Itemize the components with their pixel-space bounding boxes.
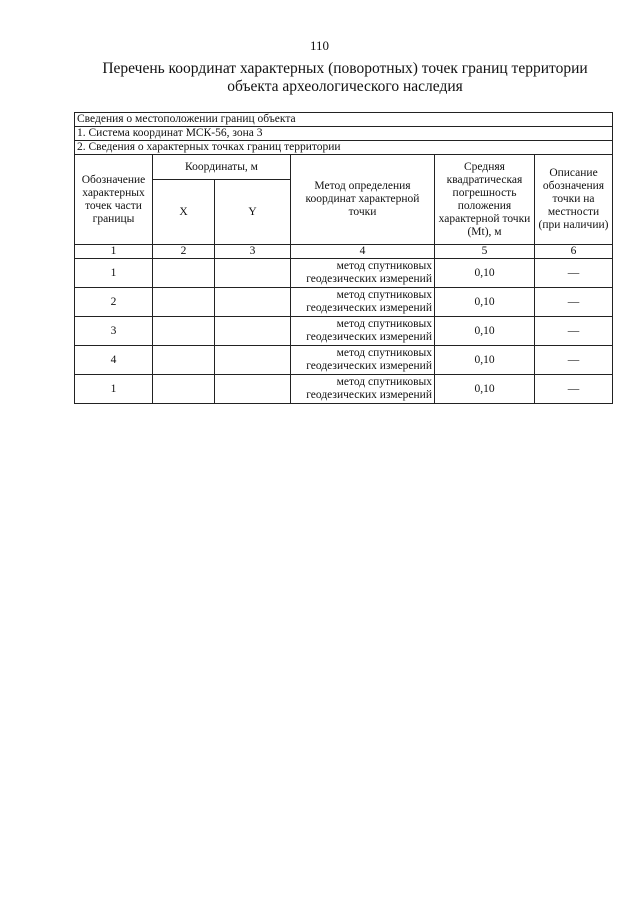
y-cell <box>215 288 291 317</box>
description-cell: — <box>535 317 613 346</box>
x-cell <box>153 375 215 404</box>
y-cell <box>215 317 291 346</box>
method-cell <box>291 346 435 375</box>
method-line-2: геодезических измерений <box>306 360 432 372</box>
method-cell <box>291 317 435 346</box>
y-cell <box>215 346 291 375</box>
point-cell: 2 <box>75 288 153 317</box>
column-number: 2 <box>153 245 215 259</box>
method-line-1: метод спутниковых <box>336 376 432 388</box>
header-method: Метод определения координат характерной точки <box>291 155 435 245</box>
header-coordinates: Координаты, м <box>153 155 291 180</box>
point-cell: 1 <box>75 259 153 288</box>
table-row <box>75 317 613 346</box>
description-cell: — <box>535 288 613 317</box>
method-line-1: метод спутниковых <box>336 260 432 272</box>
y-cell <box>215 259 291 288</box>
description-cell: — <box>535 259 613 288</box>
point-cell: 1 <box>75 375 153 404</box>
header-point-designation: Обозначение характерных точек части границы <box>75 155 153 245</box>
table-row <box>75 375 613 404</box>
method-line-2: геодезических измерений <box>306 273 432 285</box>
info-row-system <box>75 127 613 141</box>
x-cell <box>153 259 215 288</box>
coordinates-table <box>74 112 613 404</box>
x-cell <box>153 288 215 317</box>
method-line-1: метод спутниковых <box>336 318 432 330</box>
method-cell <box>291 259 435 288</box>
column-number-row <box>75 245 613 259</box>
method-cell <box>291 375 435 404</box>
point-cell: 3 <box>75 317 153 346</box>
error-cell: 0,10 <box>435 259 535 288</box>
error-cell: 0,10 <box>435 375 535 404</box>
x-cell <box>153 317 215 346</box>
info-location: Сведения о местоположении границ объекта <box>75 113 613 127</box>
point-cell: 4 <box>75 346 153 375</box>
header-x: X <box>153 180 215 245</box>
column-number: 1 <box>75 245 153 259</box>
y-cell <box>215 375 291 404</box>
document-title <box>60 60 630 96</box>
header-description: Описание обозначения точки на местности (при наличии) <box>535 155 613 245</box>
page-number: 110 <box>309 38 330 53</box>
info-row-location <box>75 113 613 127</box>
column-number: 4 <box>291 245 435 259</box>
title-line-1: Перечень координат характерных (поворотных) точек границ территории <box>102 60 588 77</box>
method-cell <box>291 288 435 317</box>
method-line-2: геодезических измерений <box>306 302 432 314</box>
description-cell: — <box>535 375 613 404</box>
x-cell <box>153 346 215 375</box>
error-cell: 0,10 <box>435 346 535 375</box>
header-error: Средняя квадратическая погрешность положения характерной точки (Mt), м <box>435 155 535 245</box>
error-cell: 0,10 <box>435 317 535 346</box>
header-y: Y <box>215 180 291 245</box>
info-row-points <box>75 141 613 155</box>
column-number: 3 <box>215 245 291 259</box>
table-row <box>75 346 613 375</box>
table-row <box>75 288 613 317</box>
column-number: 5 <box>435 245 535 259</box>
method-line-1: метод спутниковых <box>336 289 432 301</box>
header-row-1 <box>75 155 613 180</box>
table-row <box>75 259 613 288</box>
description-cell: — <box>535 346 613 375</box>
method-line-1: метод спутниковых <box>336 347 432 359</box>
method-line-2: геодезических измерений <box>306 331 432 343</box>
title-line-2: объекта археологического наследия <box>227 78 463 95</box>
error-cell: 0,10 <box>435 288 535 317</box>
column-number: 6 <box>535 245 613 259</box>
info-characteristic-points: 2. Сведения о характерных точках границ территории <box>75 141 613 155</box>
method-line-2: геодезических измерений <box>306 389 432 401</box>
info-coordinate-system: 1. Система координат МСК-56, зона 3 <box>75 127 613 141</box>
